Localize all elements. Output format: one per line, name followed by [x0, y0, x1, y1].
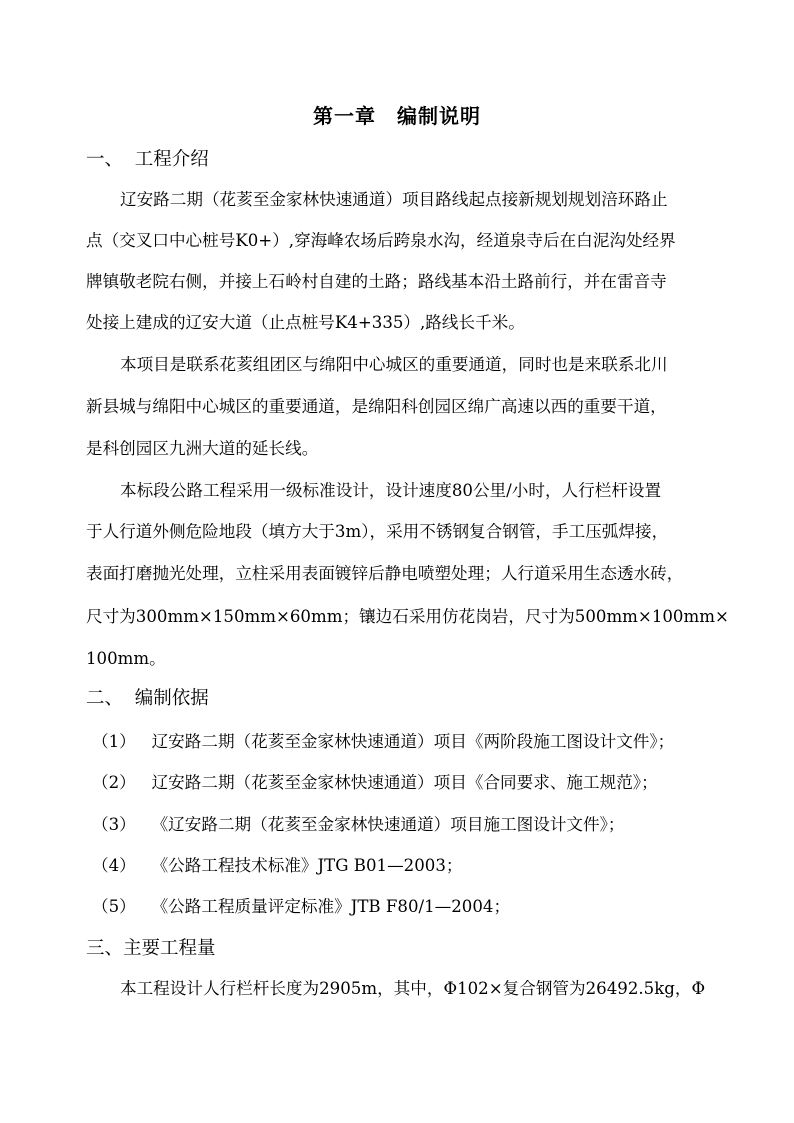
- paragraph-line: 100mm。: [86, 649, 166, 668]
- paragraph-line: 本标段公路工程采用一级标准设计，设计速度80公里/小时，人行栏杆设置: [120, 481, 662, 500]
- paragraph-line: 牌镇敬老院右侧，并接上石岭村自建的土路；路线基本沿土路前行，并在雷音寺: [86, 272, 667, 291]
- paragraph-line: 表面打磨抛光处理，立柱采用表面镀锌后静电喷塑处理；人行道采用生态透水砖，: [86, 564, 684, 583]
- paragraph-line: 辽安路二期（花荄至金家林快速通道）项目路线起点接新规划规划涪环路止: [120, 190, 668, 209]
- paragraph-line: 点（交叉口中心桩号K0+）,穿海峰农场后跨泉水沟，经道泉寺后在白泥沟处经界: [86, 231, 676, 250]
- reference-item: （4） 《公路工程技术标准》JTG B01—2003；: [92, 856, 463, 875]
- paragraph-line: 新县城与绵阳中心城区的重要通道，是绵阳科创园区绵广高速以西的重要干道，: [86, 397, 667, 416]
- paragraph-line: 是科创园区九洲大道的延长线。: [86, 439, 319, 458]
- reference-item: （1） 辽安路二期（花荄至金家林快速通道）项目《两阶段施工图设计文件》；: [92, 732, 675, 751]
- paragraph-line: 本项目是联系花荄组团区与绵阳中心城区的重要通道，同时也是来联系北川: [120, 355, 668, 374]
- paragraph-line: 尺寸为300mm×150mm×60mm；镶边石采用仿花岗岩，尺寸为500mm×100mm×: [86, 607, 729, 626]
- chapter-title: 第一章 编制说明: [313, 104, 481, 128]
- section-heading-quantities: 三、主要工程量: [86, 938, 216, 959]
- paragraph-line: 本工程设计人行栏杆长度为2905m，其中，Φ102×复合钢管为26492.5kg，Φ: [120, 979, 706, 998]
- reference-item: （2） 辽安路二期（花荄至金家林快速通道）项目《合同要求、施工规范》；: [92, 773, 658, 792]
- paragraph-line: 于人行道外侧危险地段（填方大于3m），采用不锈钢复合钢管，手工压弧焊接，: [86, 522, 669, 541]
- reference-item: （3） 《辽安路二期（花荄至金家林快速通道）项目施工图设计文件》；: [92, 815, 625, 834]
- paragraph-line: 处接上建成的辽安大道（止点桩号K4+335）,路线长千米。: [86, 313, 525, 332]
- section-heading-overview: 一、 工程介绍: [86, 149, 209, 170]
- section-heading-basis: 二、 编制依据: [86, 688, 209, 709]
- reference-item: （5） 《公路工程质量评定标准》JTB F80/1—2004；: [92, 897, 511, 916]
